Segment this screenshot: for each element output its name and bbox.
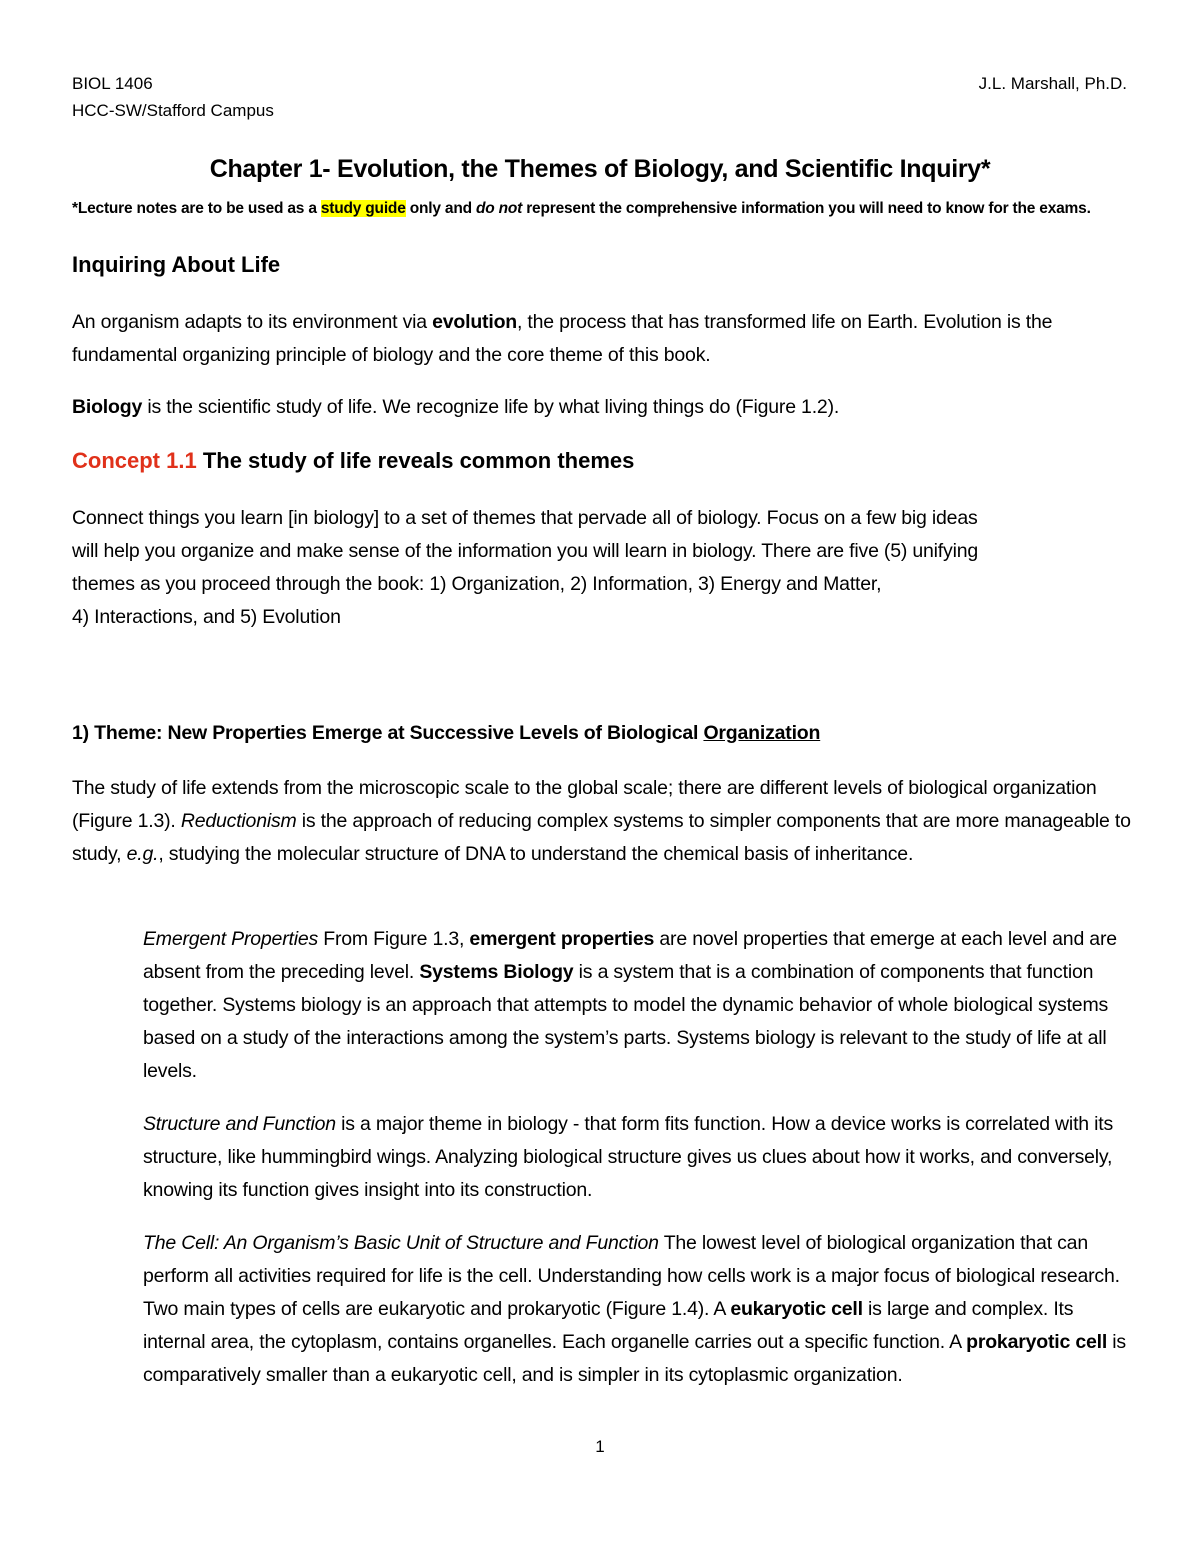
term-systems-biology: Systems Biology xyxy=(419,961,574,983)
term-evolution: evolution xyxy=(432,311,517,333)
text: The lowest level of biological organization that can perform all activities required for life is the cell. Understanding how cells work is a major focus of biological research. Two main types of cells are eukaryotic and prokaryotic (Figure 1.4). A xyxy=(143,1232,1120,1320)
text: is the scientific study of life. We recognize life by what living things do (Figure 1.2). xyxy=(142,396,840,418)
term-prokaryotic: prokaryotic cell xyxy=(966,1331,1108,1353)
paragraph-levels xyxy=(72,772,1132,871)
note-text: *Lecture notes are to be used as a xyxy=(72,200,321,217)
term-eukaryotic: eukaryotic cell xyxy=(730,1298,863,1320)
text: From Figure 1.3, xyxy=(318,928,470,950)
paragraph-structure xyxy=(143,1108,1133,1207)
lecture-note xyxy=(72,195,1132,223)
text-line: will help you organize and make sense of the information you will learn in biology. There are five (5) unifying xyxy=(72,540,978,562)
paragraph-cell xyxy=(143,1227,1133,1392)
text: is a major theme in biology - that form fits function. How a device works is correlated with its structure, like hummingbird wings. Analyzing biological structure gives us clues about how it works, and conversely, knowing its function gives insight into its construction. xyxy=(143,1113,1114,1201)
campus-name: HCC-SW/Stafford Campus xyxy=(72,101,274,120)
concept-label: Concept 1.1 xyxy=(72,448,197,473)
term-emergent: emergent properties xyxy=(469,928,655,950)
text: is large and complex. Its internal area, the cytoplasm, contains organelles. Each organelle carries out a specific function. A xyxy=(143,1298,1074,1353)
page-number: 1 xyxy=(595,1437,605,1456)
paragraph-emergent xyxy=(143,923,1133,1088)
text: , studying the molecular structure of DNA to understand the chemical basis of inheritance. xyxy=(158,843,914,865)
text-eg: e.g. xyxy=(126,843,159,865)
text: An organism adapts to its environment via xyxy=(72,311,433,333)
text: is the approach of reducing complex systems to simpler components that are more manageable to study, xyxy=(72,810,1131,865)
text-line: 4) Interactions, and 5) Evolution xyxy=(72,606,341,628)
text: The study of life extends from the microscopic scale to the global scale; there are different levels of biological organization (Figure 1.3). xyxy=(72,777,1097,832)
paragraph-biology xyxy=(72,391,1132,424)
subtopic-title: Structure and Function xyxy=(143,1113,336,1135)
concept-heading xyxy=(72,448,634,474)
course-code: BIOL 1406 xyxy=(72,74,153,93)
subtopic-title: Emergent Properties xyxy=(143,928,319,950)
concept-title: The study of life reveals common themes xyxy=(196,448,635,473)
text: is a system that is a combination of components that function together. Systems biology is an approach that attempts to model the dynamic behavior of whole biological systems based on a study of the interactions among the system’s parts. Systems biology is relevant to the study of life at all levels. xyxy=(143,961,1109,1082)
term-biology: Biology xyxy=(72,396,143,418)
underlined-term: Organization xyxy=(703,722,821,744)
highlighted-study-guide: study guide xyxy=(320,200,406,217)
term-reductionism: Reductionism xyxy=(180,810,297,832)
text: is comparatively smaller than a eukaryotic cell, and is simpler in its cytoplasmic organization. xyxy=(143,1331,1126,1386)
text-line: Connect things you learn [in biology] to a set of themes that pervade all of biology. Focus on a few big ideas xyxy=(72,507,978,529)
author-name: J.L. Marshall, Ph.D. xyxy=(978,74,1127,93)
note-text: only and xyxy=(405,200,476,217)
paragraph-evolution xyxy=(72,306,1132,372)
text: are novel properties that emerge at each level and are absent from the preceding level. xyxy=(143,928,1117,983)
page-title: Chapter 1- Evolution, the Themes of Biology, and Scientific Inquiry* xyxy=(209,155,991,183)
section-heading-inquiring: Inquiring About Life xyxy=(72,252,281,277)
note-emphasis: do not xyxy=(475,200,523,217)
text-line: themes as you proceed through the book: 1) Organization, 2) Information, 3) Energy and Matter, xyxy=(72,573,882,595)
text: , the process that has transformed life on Earth. Evolution is the fundamental organizing principle of biology and the core theme of this book. xyxy=(72,311,1053,366)
text: 1) Theme: New Properties Emerge at Successive Levels of Biological xyxy=(72,722,704,744)
note-text: represent the comprehensive information you will need to know for the exams. xyxy=(522,200,1091,217)
theme-heading xyxy=(72,722,820,745)
subtopic-title: The Cell: An Organism’s Basic Unit of Structure and Function xyxy=(143,1232,659,1254)
paragraph-themes xyxy=(72,502,1132,634)
